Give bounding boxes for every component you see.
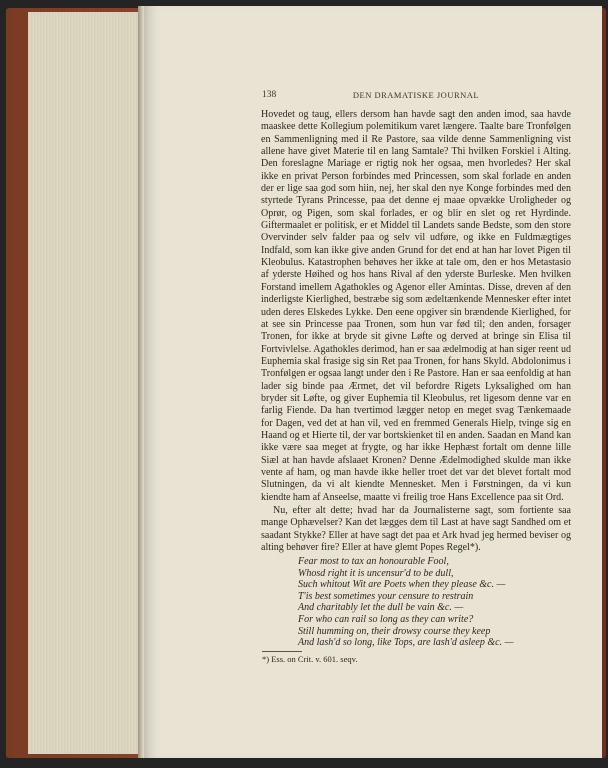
poem-line: Such whitout Wit are Poets when they please &c. — bbox=[298, 579, 506, 591]
poem-line: Still humming on, their drowsy course they keep bbox=[298, 625, 491, 637]
page-edges bbox=[28, 12, 148, 754]
poem-line: And charitably let the dull be vain &c. — bbox=[298, 602, 464, 614]
page-number: 138 bbox=[262, 90, 277, 100]
page-header bbox=[262, 90, 570, 104]
footnote: *) Ess. on Crit. v. 601. seqv. bbox=[262, 654, 358, 664]
poem-quotation bbox=[298, 556, 568, 649]
body-text bbox=[261, 109, 571, 554]
paragraph-2: Nu, efter alt dette; hvad har da Journalisterne sagt, som fortiente saa mange Ophævelser? Kan det lægges dem til Last at have sagt Sandhed om et saadant Stykke? Eller at have sagt det paa et Ark hvad jeg hermed beviser og alting behøver fire? Eller at have glemt Popes Regel*). bbox=[261, 505, 571, 554]
poem-line: Whosd right it is uncensur'd to be dull, bbox=[298, 567, 454, 579]
poem-line: T'is best sometimes your censure to restrain bbox=[298, 590, 474, 602]
poem-line: For who can rail so long as they can write? bbox=[298, 613, 474, 625]
poem-line: Fear most to tax an honourable Fool, bbox=[298, 556, 449, 567]
poem-line: And lash'd so long, like Tops, are lash'd asleep &c. — bbox=[298, 637, 514, 649]
footnote-rule bbox=[262, 651, 302, 652]
running-head: DEN DRAMATISKE JOURNAL bbox=[352, 90, 480, 100]
paragraph-1: Hovedet og taug, ellers dersom han havde sagt den anden imod, saa havde maaskee dette Kollegium polemitikum varet længere. Taalte bare Tronfølgen en Sammenligning med il Re Pastore, saa vilde denne Sammenligning vist allene have givet Materie til en lang Samtale? Thi hvilken Forskiel i Alting. Den foreslagne Mariage er rigtig nok her ogsaa, men hvorledes? Her skal ikke en privat Person forbindes med Princessen, som skal forlade en anden der er lige saa god som hiin, nej, her skal den nye Konge forbindes med den styrtede Tyrans Princesse, paa det denne ej maae opvække Uroligheder og Oprør, og Pigen, som skal forlades, er og blir en slet og ret Hyrdinde. Giftermaalet er politisk, er et Middel til Landets sande Bedste, som den store Overvinder selv falder paa og selv vil udføre, og ikke en Fuldmægtiges Indfald, som kan ikke give anden Grund for det end at han har lovet Pigen til Kleobulus. Katastrophen behøves her ikke at tale om, den er hos Metastasio af yderste Høihed og hos hans Rival af den yderste Burleske. Men hvilken Forstand imellem Agathokles og Agenor eller Amintas. Disse, dreven af den inderligste Kierlighed, bestræbe sig som ædeltænkende Mennesker efter intet uden deres Elskedes Lykke. Den eene opgiver sin brændende Kierlighed, for at see sin Princesse paa Tronen, som hun var fød til; den anden, forsager Tronen, for ikke at bryde sit givne Løfte og derved at bringe sin Elisa til Fortvivlelse. Agathokles derimod, han er saa ædelmodig at han siger reent ud Euphemia skal frasige sig sin Ret paa Tronen, for hans Skyld. Abdolonimus i Tronfølgen er ogsaa langt under den i Re Pastore. Han er saa eenfoldig at han lader sig binde paa Ærmet, det vil befordre Rigets Lyksalighed om han bryder sit Løfte, og giver Euphemia til Kleobulus, ret ligesom denne var en farlig Fiende. Da han tvertimod lægger netop en meget svag Tænkemaade for Dagen, ved det at han vil, ved en fremmed Generals Hielp, tvinge sig en Haand og et Hierte til, der var bortskienket til en anden. Saadan en Mand kan ikke være saa meget at frygte, og har ikke Hephæst fortalt om denne lille Siæl at han havde afslaaet Kronen? Denne Ædelmodighed skulde man ikke vente af ham, og man havde ikke heller troet det var det blevet fortalt mod Slutningen, da vi alt kiendte Mennesket. Men i Førstningen, da vi kun kiendte ham af Anseelse, maatte vi freilig troe Hans Excellence paa sit Ord. bbox=[261, 109, 571, 503]
page-gutter bbox=[138, 6, 144, 758]
